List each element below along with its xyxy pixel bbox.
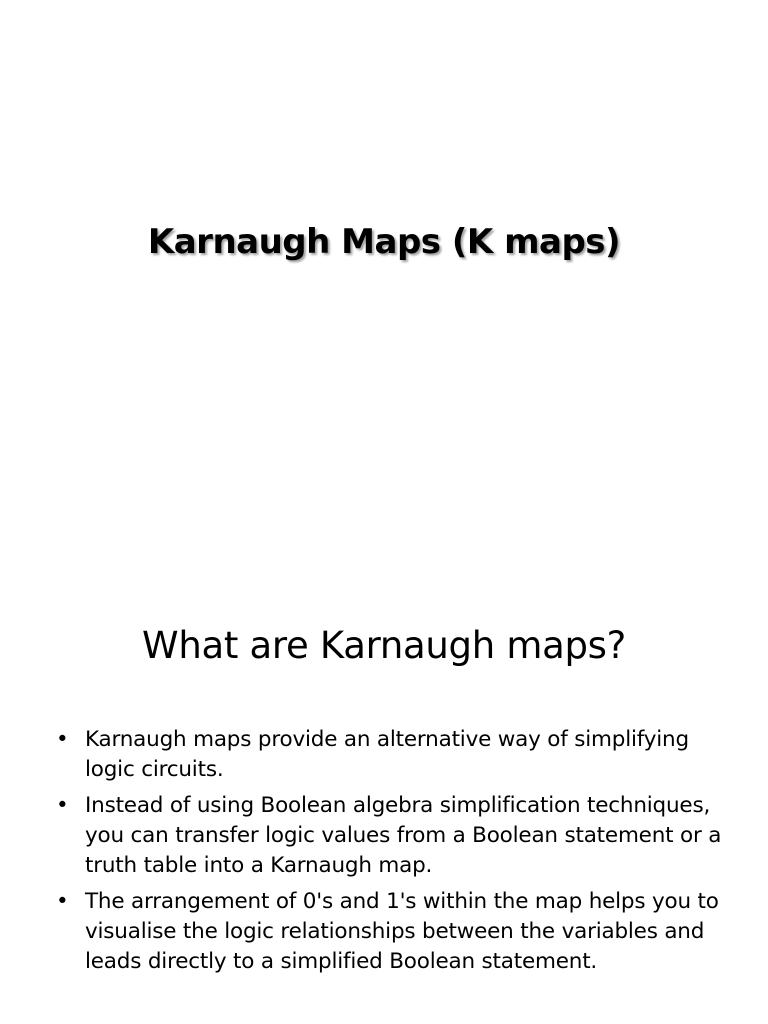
bullet-icon: • <box>56 889 69 914</box>
bullet-icon: • <box>56 727 69 752</box>
bullet-text: Karnaugh maps provide an alternative way of simplifying logic circuits. <box>85 727 689 782</box>
bullet-item <box>56 725 736 785</box>
bullet-item <box>56 887 736 977</box>
bullet-icon: • <box>56 793 69 818</box>
bullet-text: The arrangement of 0's and 1's within the map helps you to visualise the logic relationships between the variables and leads directly to a simplified Boolean statement. <box>85 889 719 974</box>
bullet-list <box>56 725 736 983</box>
slide-content-heading: What are Karnaugh maps? <box>142 624 626 667</box>
slide-title-heading: Karnaugh Maps (K maps) <box>147 222 621 262</box>
slide-content <box>0 512 768 1024</box>
bullet-text: Instead of using Boolean algebra simplification techniques, you can transfer logic values from a Boolean statement or a truth table into a Karnaugh map. <box>85 793 722 878</box>
bullet-item <box>56 791 736 881</box>
